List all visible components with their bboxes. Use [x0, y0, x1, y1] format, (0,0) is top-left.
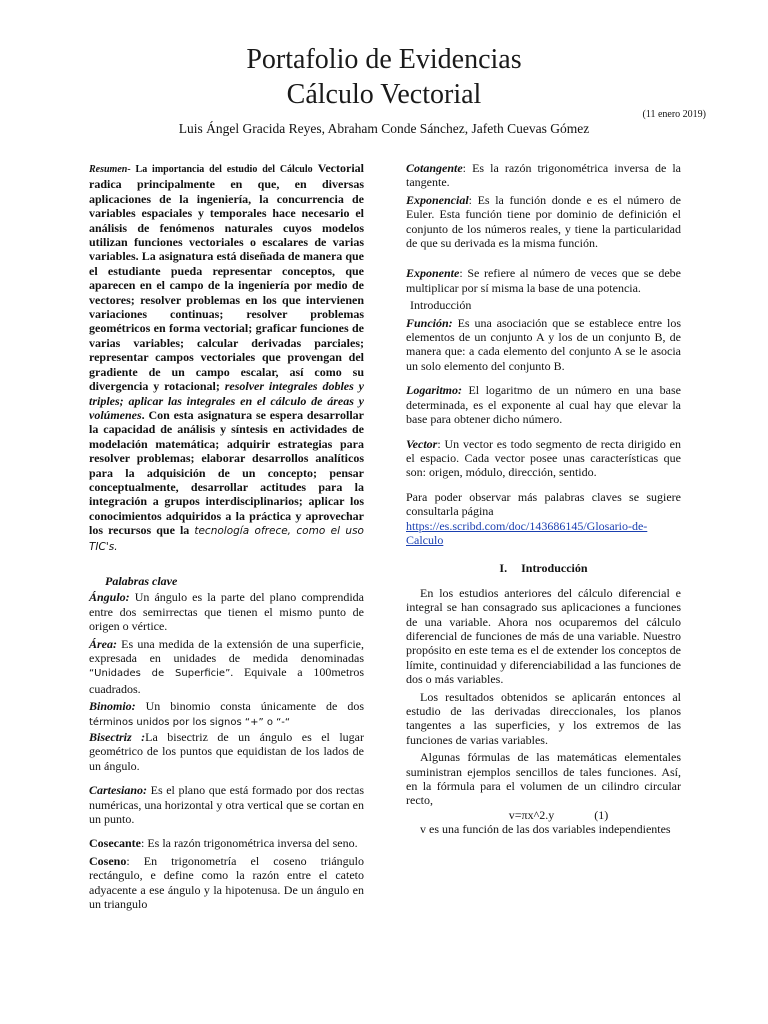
section-heading [406, 561, 681, 575]
kw-def: Es una asociación que se establece entre los elementos de un conjunto A y los de un conjunto B, de manera que: a cada elemento del conjunto A se le asocia un solo elemento del conjunto B. [406, 315, 681, 373]
intro-paragraph-2: Los resultados obtenidos se aplicarán entonces al estudio de las derivadas direccionales, los planos tangentes a las superficies, y los extremos de las funciones de varias variables. [406, 689, 681, 747]
abstract [89, 161, 364, 554]
kw-term: Área: [89, 636, 117, 651]
kw-exponente [406, 266, 681, 295]
kw-def: El logaritmo de un número en una base determinada, es el exponente al cual hay que elevar la base para obtener dicho número. [406, 383, 681, 427]
right-column [406, 161, 681, 837]
kw-def-sans: términos unidos por los signos “+” o “-“ [89, 716, 291, 728]
authors: Luis Ángel Gracida Reyes, Abraham Conde Sánchez, Jafeth Cuevas Gómez [178, 121, 590, 136]
intro-paragraph-3: Algunas fórmulas de las matemáticas elementales suministran ejemplos sencillos de tales funciones. Así, en la fórmula para el volumen de un cilindro circular recto, [406, 750, 681, 808]
kw-def: : Un vector es todo segmento de recta dirigido en el espacio. Cada vector posee unas características que son: origen, módulo, dirección, sentido. [406, 436, 681, 480]
glossary-link-text[interactable]: https://es.scribd.com/doc/143686145/Glosario-de-Calculo [406, 518, 648, 547]
title-line-2: Cálculo Vectorial [286, 79, 482, 110]
kw-term: Cartesiano: [89, 783, 148, 798]
kw-angulo [89, 590, 364, 633]
kw-term: Logaritmo: [406, 383, 462, 398]
kw-def: Es el plano que está formado por dos rectas numéricas, una horizontal y otra vertical que se cortan en un punto. [89, 783, 364, 827]
kw-bisectriz [89, 730, 364, 773]
kw-funcion [406, 316, 681, 374]
kw-logaritmo [406, 383, 681, 426]
kw-term: Ángulo: [89, 590, 130, 605]
formula-expression: v=πx^2.y [508, 807, 555, 822]
kw-cartesiano [89, 783, 364, 826]
section-title: Introducción [521, 561, 588, 576]
kw-area [89, 637, 364, 697]
date: (11 enero 2019) [642, 109, 706, 120]
abstract-label: Resumen- [89, 164, 131, 175]
kw-term: Bisectriz : [89, 730, 146, 745]
kw-def-units: “Unidades de Superficie” [89, 668, 231, 680]
kw-coseno [89, 854, 364, 912]
section-number: I. [499, 561, 508, 576]
glossary-link[interactable] [406, 519, 681, 548]
kw-term: Coseno [89, 853, 127, 868]
keywords-heading: Palabras clave [105, 573, 178, 588]
kw-cosecante [89, 836, 364, 850]
abstract-lead: La importancia del estudio del Cálculo [130, 164, 313, 175]
intro-paragraph-4: v es una función de las dos variables independientes [420, 822, 671, 837]
kw-term: Cotangente [406, 161, 463, 175]
abstract-body: Vectorial radica principalmente en que, en diversas aplicaciones de la ingeniería, la concurrencia de variables espaciales y temporales hace necesario el análisis de fenómenos naturales cuyos modelos utilizan funciones vectoriales o escalares de varias variables. La asignatura está diseñada de manera que el estudiante pueda representar conceptos, que aparecen en el campo de la ingeniería por medio de vectores; resolver problemas en los que intervienen variaciones continuas; resolver problemas geométricos en forma vectorial; graficar funciones de varias variables; calcular derivadas parciales; representar campos vectoriales que provengan del gradiente de un campo escalar, así como su divergencia y rotacional; [89, 161, 364, 394]
kw-def: : Es la razón trigonométrica inversa de la tangente. [406, 161, 681, 190]
intro-paragraph-1: En los estudios anteriores del cálculo diferencial e integral se han consagrado sus aplicaciones a funciones de una variable. Ahora nos ocuparemos del cálculo diferencial de funciones de más de una variable. Nuestro propósito en este tema es el de extender los conceptos de límite, continuidad y diferenciabilidad a las funciones de dos o más variables. [406, 585, 681, 687]
formula-1 [436, 808, 681, 822]
kw-binomio [89, 699, 364, 730]
kw-def: : Es la razón trigonométrica inversa del seno. [140, 836, 358, 851]
abstract-tech: tecnología ofrece, como el uso TIC's. [89, 525, 364, 553]
kw-def: Un ángulo es la parte del plano comprendida entre dos semirrectas que tienen el mismo punto de origen o vértice. [89, 590, 364, 634]
formula-number: (1) [594, 807, 609, 822]
more-keywords-text: Para poder observar más palabras claves se sugiere consultarla página [406, 489, 681, 519]
kw-term: Exponente [406, 266, 460, 281]
kw-def: : En trigonometría el coseno triángulo rectángulo, e define como la razón entre el cateto adyacente a ese ángulo y la hipotenusa. De un ángulo en un triangulo [89, 853, 364, 912]
kw-exponencial [406, 193, 681, 251]
title-line-1: Portafolio de Evidencias [246, 44, 522, 75]
stray-introduccion: Introducción [410, 298, 472, 313]
kw-def: La bisectriz de un ángulo es el lugar geométrico de los puntos que equidistan de los lados de un ángulo. [89, 730, 364, 773]
left-column [89, 161, 364, 912]
kw-vector [406, 437, 681, 480]
kw-term: Función: [406, 315, 453, 330]
kw-cotangente [406, 161, 681, 190]
kw-def: : Se refiere al número de veces que se debe multiplicar por sí misma la base de una potencia. [406, 266, 681, 295]
kw-term: Binomio: [89, 699, 136, 714]
kw-def: . Equivale a 100metros cuadrados. [89, 665, 364, 696]
kw-term: Cosecante [89, 836, 141, 851]
kw-term: Vector [406, 436, 438, 451]
kw-term: Exponencial [406, 192, 469, 207]
abstract-italic: resolver integrales dobles y triples; aplicar las integrales en el cálculo de áreas y volúmenes [89, 379, 364, 422]
kw-def: Es una medida de la extensión de una superficie, expresada en unidades de medida denominadas [89, 636, 364, 665]
abstract-body-2: . Con esta asignatura se espera desarrollar la capacidad de análisis y síntesis en actividades de modelación matemática; adquirir estrategias para resolver problemas; elaborar desarrollos analíticos para la adquisición de un concepto; pensar conceptualmente, desarrollar actitudes para la integración a grupos interdisciplinarios; aplicar los conocimientos adquiridos a la práctica y aprovechar los recursos que la [89, 407, 364, 538]
kw-def: Un binomio consta únicamente de dos [135, 699, 364, 714]
kw-def: : Es la función donde e es el número de Euler. Esta función tiene por dominio de definición el conjunto de los números reales, y tiene la particularidad de que su derivada es la misma función. [406, 192, 681, 251]
